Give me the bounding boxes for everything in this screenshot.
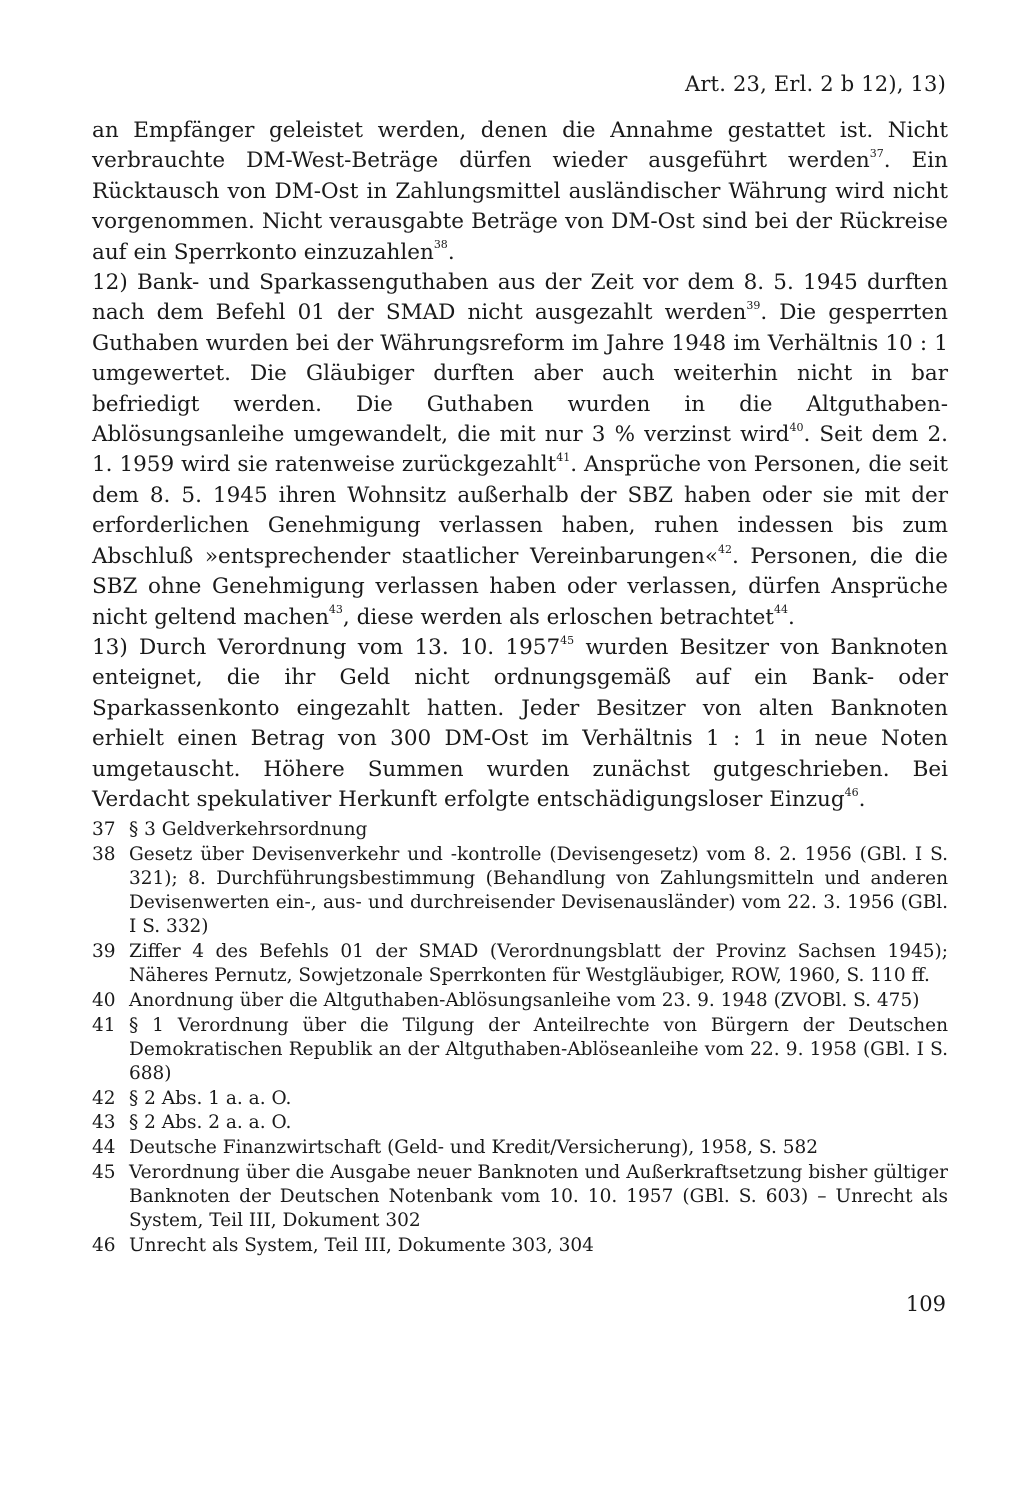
footnote-44 — [92, 1136, 948, 1160]
footnote-text: Deutsche Finanzwirtschaft (Geld- und Kredit/Versicherung), 1958, S. 582 — [129, 1137, 819, 1159]
page-number: 109 — [905, 1292, 946, 1316]
footnote-38 — [92, 843, 948, 940]
footnote-number: 43 — [92, 1112, 116, 1134]
footnote-text: § 1 Verordnung über die Tilgung der Anteilrechte von Bürgern der Deutschen Demokratischen Republik an der Altguthaben-Ablöseanleihe vom 22. 9. 1958 (GBl. I S. 688) — [129, 1014, 948, 1085]
footnote-ref-44[interactable]: 44 — [773, 603, 788, 617]
footnote-number: 38 — [92, 843, 116, 865]
footnote-ref-39[interactable]: 39 — [746, 299, 761, 313]
footnote-41 — [92, 1014, 948, 1087]
text-span: . — [858, 786, 866, 812]
footnote-43 — [92, 1111, 948, 1135]
text-span: . Ein Rücktausch von DM-Ost in Zahlungsmittel ausländischer Währung wird nicht vorgenommen. Nicht verausgabte Beträge von DM-Ost sind bei der Rückreise auf ein Sperrkonto einzuzahlen — [92, 148, 948, 265]
footnote-text: Ziffer 4 des Befehls 01 der SMAD (Verordnungsblatt der Provinz Sachsen 1945); Näheres Pernutz, Sowjetzonale Sperrkonten für Westgläubiger, ROW, 1960, S. 110 ff. — [129, 941, 948, 987]
footnote-42 — [92, 1087, 948, 1111]
paragraph-13 — [92, 633, 948, 815]
text-span: 13) Durch Verordnung vom 13. 10. 1957 — [92, 634, 561, 660]
footnote-number: 44 — [92, 1137, 116, 1159]
footnote-text: § 3 Geldverkehrsordnung — [129, 819, 368, 840]
footnote-text: § 2 Abs. 1 a. a. O. — [129, 1087, 292, 1109]
footnote-45 — [92, 1161, 948, 1234]
footnote-ref-42[interactable]: 42 — [718, 542, 733, 556]
footnotes-section — [92, 818, 948, 1259]
footnote-text: § 2 Abs. 2 a. a. O. — [129, 1112, 292, 1134]
footnote-ref-40[interactable]: 40 — [789, 420, 804, 434]
text-span: . Ansprüche von Personen, die seit dem 8. 5. 1945 ihren Wohnsitz außerhalb der SBZ haben oder sie mit der erforderlichen Genehmigung verlassen haben, ruhen indessen bis zum Abschluß »entsprechender staatlicher Vereinbarungen« — [92, 452, 948, 569]
footnote-46 — [92, 1234, 948, 1258]
text-span: . — [447, 239, 455, 265]
footnote-number: 42 — [92, 1087, 116, 1109]
footnote-text: Verordnung über die Ausgabe neuer Banknoten und Außerkraftsetzung bisher gültiger Banknoten der Deutschen Notenbank vom 10. 10. 1957 (GBl. S. 603) – Unrecht als System, Teil III, Dokument 302 — [129, 1161, 948, 1232]
footnote-number: 37 — [92, 819, 116, 840]
footnote-text: Gesetz über Devisenverkehr und -kontrolle (Devisengesetz) vom 8. 2. 1956 (GBl. I S. 321); 8. Durchführungsbestimmung (Behandlung von Zahlungsmitteln und anderen Devisenwerten ein-, aus- und durchreisender Devisenausländer) vom 22. 3. 1956 (GBl. I S. 332) — [129, 843, 948, 938]
footnote-text: Unrecht als System, Teil III, Dokumente 303, 304 — [129, 1234, 594, 1256]
text-span: , diese werden als erloschen betrachtet — [342, 604, 774, 630]
text-span: an Empfänger geleistet werden, denen die Annahme gestattet ist. Nicht verbrauchte DM-West-Beträge dürfen wieder ausgeführt werden — [92, 118, 948, 174]
footnote-number: 41 — [92, 1014, 116, 1036]
footnote-ref-43[interactable]: 43 — [328, 603, 343, 617]
footnote-37 — [92, 818, 948, 842]
footnote-ref-41[interactable]: 41 — [556, 451, 571, 465]
text-span: 12) Bank- und Sparkassenguthaben aus der Zeit vor dem 8. 5. 1945 durften nach dem Befehl 01 der SMAD nicht ausgezahlt werden — [92, 270, 948, 326]
footnote-ref-45[interactable]: 45 — [560, 633, 575, 647]
running-head: Art. 23, Erl. 2 b 12), 13) — [684, 72, 946, 96]
text-span: . Personen, die die SBZ ohne Genehmigung verlassen haben oder verlassen, dürfen Ansprüche nicht geltend machen — [92, 543, 948, 630]
text-span: . Die gesperrten Guthaben wurden bei der Währungsreform im Jahre 1948 im Verhältnis 10 : 1 umgewertet. Die Gläubiger durften aber auch weiterhin nicht in bar befriedigt werden. Die Guthaben wurden in die Altguthaben-Ablösungsanleihe umgewandelt, die mit nur 3 % verzinst wird — [92, 300, 948, 448]
footnote-text: Anordnung über die Altguthaben-Ablösungsanleihe vom 23. 9. 1948 (ZVOBl. S. 475) — [129, 989, 920, 1011]
footnote-40 — [92, 989, 948, 1013]
text-span: . — [787, 604, 795, 630]
paragraph-12 — [92, 268, 948, 633]
paragraph-11-continued — [92, 116, 948, 268]
footnote-number: 46 — [92, 1234, 116, 1256]
footnote-number: 40 — [92, 989, 116, 1011]
footnote-ref-38[interactable]: 38 — [433, 238, 448, 252]
body-text — [92, 116, 948, 815]
footnote-number: 45 — [92, 1161, 116, 1183]
footnote-39 — [92, 940, 948, 988]
footnote-number: 39 — [92, 941, 116, 963]
footnote-ref-37[interactable]: 37 — [869, 147, 884, 161]
footnote-ref-46[interactable]: 46 — [844, 785, 859, 799]
text-span: . Seit dem 2. 1. 1959 wird sie ratenweise zurückgezahlt — [92, 422, 948, 478]
text-span: wurden Besitzer von Banknoten enteignet, die ihr Geld nicht ordnungsgemäß auf ein Bank- oder Sparkassenkonto eingezahlt hatten. Jeder Besitzer von alten Banknoten erhielt einen Betrag von 300 DM-Ost im Verhältnis 1 : 1 in neue Noten umgetauscht. Höhere Summen wurden zunächst gutgeschrieben. Bei Verdacht spekulativer Herkunft erfolgte entschädigungsloser Einzug — [92, 634, 949, 812]
